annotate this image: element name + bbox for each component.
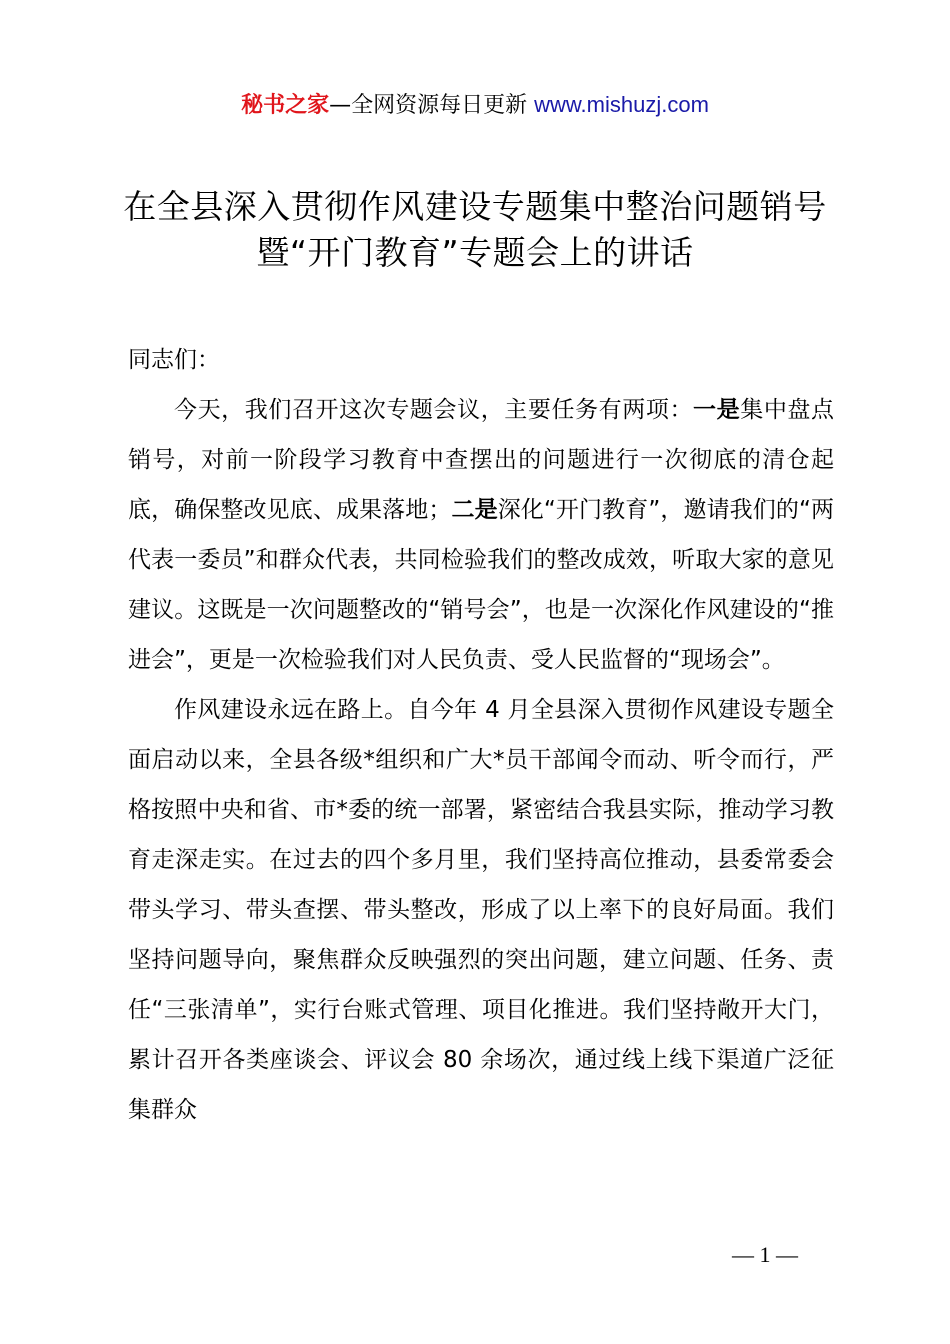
paragraph-2: 作风建设永远在路上。自今年 4 月全县深入贯彻作风建设专题全面启动以来，全县各级*组织和广大*员干部闻令而动、听令而行，严格按照中央和省、市*委的统一部署，紧密结合我县实际，推动学习教育走深走实。在过去的四个多月里，我们坚持高位推动，县委常委会带头学习、带头查摆、带头整改，形成了以上率下的良好局面。我们坚持问题导向，聚焦群众反映强烈的突出问题，建立问题、任务、责任“三张清单”，实行台账式管理、项目化推进。我们坚持敞开大门，累计召开各类座谈会、评议会 80 余场次，通过线上线下渠道广泛征集群众	[128, 697, 834, 1123]
bold-second-point: 二是	[451, 497, 498, 523]
paragraph-1-text-a: 今天，我们召开这次专题会议，主要任务有两项：	[174, 397, 694, 423]
bold-first-point: 一是	[693, 397, 741, 423]
site-slogan: —全网资源每日更新	[329, 93, 535, 118]
paragraph-1-text-d: 深化“开门教育”，邀请我们的“两代表一委员”和群众代表，共同检验我们的整改成效，听取大家的意见建议。这既是一次问题整改的“销号会”，也是一次深化作风建设的“推进会”，更是一次检验我们对人民负责、受人民监督的“现场会”。	[128, 497, 835, 673]
site-brand: 秘书之家	[241, 93, 330, 118]
document-title: 在全县深入贯彻作风建设专题集中整治问题销号暨“开门教育”专题会上的讲话	[123, 187, 827, 272]
salutation: 同志们：	[128, 347, 220, 373]
paragraph-1	[128, 385, 834, 685]
site-banner	[0, 88, 950, 123]
paragraph-1-text-c: 集中盘点销号，对前一阶段学习教育中查摆出的问题进行一次彻底的清仓起底，确保整改见底、成果落地；	[128, 397, 835, 523]
page-number: — 1 —	[732, 1242, 798, 1267]
site-url[interactable]: www.mishuzj.com	[534, 92, 709, 117]
document-body	[128, 335, 834, 1135]
